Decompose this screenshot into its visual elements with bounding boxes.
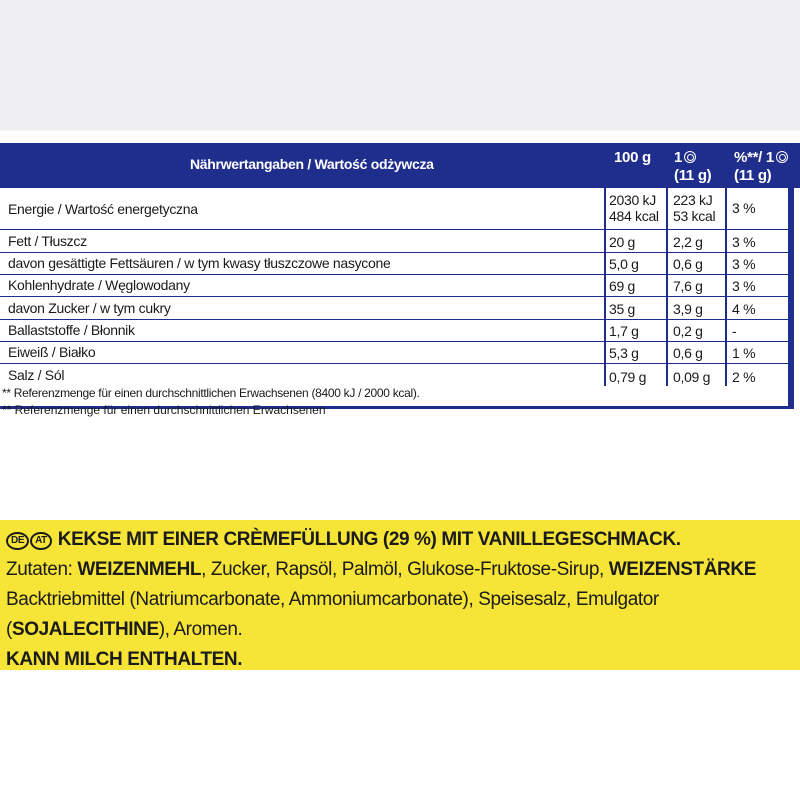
value-per-100g: 0,79 g (609, 369, 647, 385)
nutrient-label: Eiweiß / Białko (8, 344, 96, 360)
product-description (6, 525, 796, 555)
value-per-portion: 0,6 g (673, 256, 703, 272)
value-kcal: 53 kcal (673, 208, 716, 224)
package-background-bottom (0, 670, 800, 800)
header-ri-portion-size: (11 g) (734, 167, 772, 184)
value-per-100g: 20 g (609, 234, 636, 250)
value-per-portion: 3,9 g (673, 301, 703, 317)
ingredients-line (6, 615, 796, 645)
country-badge-at: AT (30, 532, 52, 550)
header-per-100g: 100 g (614, 149, 651, 166)
value-per-portion: 0,09 g (673, 369, 711, 385)
nutrition-header-label: Nährwertangaben / Wartość odżywcza (190, 156, 434, 172)
value-per-100g: 35 g (609, 301, 636, 317)
header-portion-count: 1 (674, 149, 683, 166)
allergen-warning (6, 645, 796, 675)
ingredients-part: ( (6, 619, 12, 640)
value-reference-intake: 3 % (732, 278, 756, 294)
value-reference-intake: 2 % (732, 369, 756, 385)
milk-warning: KANN MILCH ENTHALTEN. (6, 649, 243, 670)
value-kj: 223 kJ (673, 192, 713, 208)
value-per-portion: 0,6 g (673, 345, 703, 361)
nutrient-label: Kohlenhydrate / Węglowodany (8, 277, 190, 293)
ingredients-line (6, 585, 796, 615)
nutrient-label: Fett / Tłuszcz (8, 233, 87, 249)
package-gap (0, 430, 800, 520)
reference-footnote: ** Referenzmenge für einen durchschnittlichen Erwachsenen (8400 kJ / 2000 kcal). (2, 386, 420, 400)
value-per-100g: 5,3 g (609, 345, 639, 361)
product-title: KEKSE MIT EINER CRÈMEFÜLLUNG (29 %) MIT VANILLEGESCHMACK. (57, 529, 681, 550)
allergen-weizenmehl: WEIZENMEHL (77, 559, 202, 580)
value-per-portion: 0,2 g (673, 323, 703, 339)
country-badge-de: DE (6, 532, 29, 550)
value-per-100g: 69 g (609, 278, 636, 294)
nutrient-label: davon gesättigte Fettsäuren / w tym kwasy tłuszczowe nasycone (8, 255, 391, 271)
value-reference-intake: - (732, 323, 737, 339)
header-ri-label: %**/ 1 (734, 149, 774, 166)
allergen-sojalecithine: SOJALECITHINE (11, 619, 159, 640)
ingredients-line (6, 555, 796, 585)
value-per-portion: 7,6 g (673, 278, 703, 294)
value-reference-intake: 1 % (732, 345, 756, 361)
nutrient-label: davon Zucker / w tym cukry (8, 300, 171, 316)
nutrition-table-frame (0, 143, 794, 409)
ingredients-part: Backtriebmittel (Natriumcarbonate, Ammoniumcarbonate), Speisesalz, Emulgator (6, 589, 659, 610)
value-reference-intake: 3 % (732, 234, 756, 250)
value-reference-intake: 4 % (732, 301, 756, 317)
ingredients-text (6, 525, 796, 675)
value-per-100g: 1,7 g (609, 323, 639, 339)
value-reference-intake: 3 % (732, 256, 756, 272)
nutrient-label: Ballaststoffe / Błonnik (8, 322, 135, 338)
value-kj: 2030 kJ (609, 192, 656, 208)
allergen-weizenstaerke: WEIZENSTÄRKE (608, 559, 756, 580)
value-per-portion: 2,2 g (673, 234, 703, 250)
header-portion-size: (11 g) (674, 167, 712, 184)
value-kcal: 484 kcal (609, 208, 659, 224)
reference-footnote-cut (2, 403, 326, 409)
nutrient-label: Energie / Wartość energetyczna (8, 201, 198, 217)
value-per-100g: 5,0 g (609, 256, 639, 272)
value-reference-intake: 3 % (732, 200, 756, 216)
ingredients-part: , Zucker, Rapsöl, Palmöl, Glukose-Fruktose-Sirup, (201, 559, 609, 580)
ingredients-part: ), Aromen. (158, 619, 243, 640)
nutrient-label: Salz / Sól (8, 367, 65, 383)
zutaten-label: Zutaten: (6, 559, 78, 580)
